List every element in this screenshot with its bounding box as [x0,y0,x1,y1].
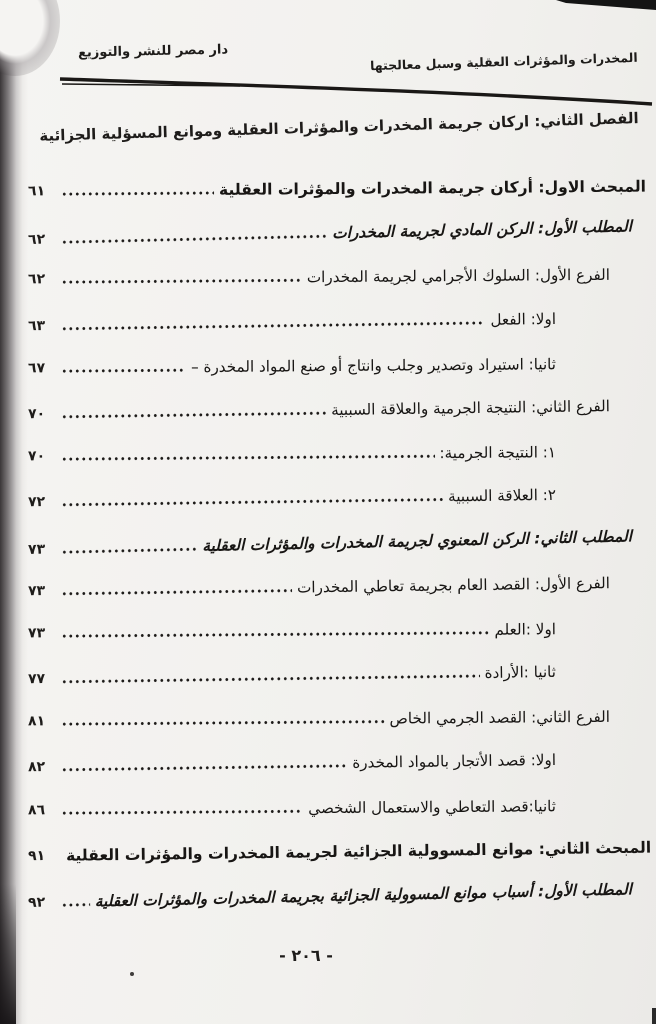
toc-entry-title: المطلب الثاني: الركن المعنوي لجريمة المخدرات والمؤثرات العقلية [202,526,633,555]
dot-leader [61,807,303,817]
dot-leader [61,232,327,246]
dot-leader [61,409,326,421]
toc-entry-row [24,430,648,479]
toc-entry-title: اولا: قصد الأتجار بالمواد المخدرة [352,751,557,773]
toc-entry-row [24,560,649,613]
toc-entry-title: ثانيا: استيراد وتصدير وجلب وانتاج أو صنع المواد المخدرة – [190,355,557,376]
dot-leader [61,452,435,463]
toc-entry-title: ثانيا:قصد التعاطي والاستعمال الشخصي [308,796,557,817]
scan-top-right-edge [556,0,656,10]
toc-page-number: ٧٢ [27,494,46,511]
toc-entry-title: الفرع الأول: السلوك الأجرامي لجريمة المخدرات [306,266,611,287]
toc-entry-title: المبحث الثاني: موانع المسوولية الجزائية لجريمة المخدرات والمؤثرات العقلية [65,838,652,865]
toc-entry-title: ٢: العلاقة السببية [447,486,557,506]
toc-entry-title: اولا :العلم [494,620,557,639]
toc-entry-title: اولا: الفعل [490,309,557,329]
dot-leader [61,545,197,556]
toc-entry-row [24,737,649,790]
toc-page-number: ٨٦ [27,802,46,819]
toc-entry-row [24,783,648,832]
toc-entry-title: المطلب الأول: الركن المادي لجريمة المخدرات [331,217,633,243]
dot-leader [61,366,186,375]
toc-page-number: ٨١ [27,713,46,730]
dot-leader [61,762,347,774]
chapter-heading: الفصل الثاني: اركان جريمة المخدرات والمؤثرات العقلية وموانع المسؤلية الجزائية [39,109,639,145]
dot-leader [61,319,486,333]
toc-entry-row [24,253,648,302]
toc-entry-title: الفرع الثاني: القصد الجرمي الخاص [389,708,611,728]
table-of-contents [24,167,652,918]
toc-page-number: ٧٣ [27,582,46,600]
toc-page-number: ٦٣ [27,317,46,334]
scan-left-top-curve [0,0,60,76]
dot-leader [61,586,292,597]
toc-page-number: ٩٢ [27,894,46,912]
toc-page-number: ٦١ [27,183,46,200]
ink-speck [130,972,134,976]
toc-entry-title: المبحث الاول: أركان جريمة المخدرات والمؤثرات العقلية [218,177,647,200]
toc-entry-title: المطلب الأول: أسباب موانع المسوولية الجزائية بجريمة المخدرات والمؤثرات العقلية [94,880,633,911]
toc-page-number: ٦٧ [27,360,46,377]
toc-entry-row [24,295,649,348]
toc-entry-row [24,384,649,437]
dot-leader [61,718,385,729]
toc-entry-title: الفرع الثاني: النتيجة الجرمية والعلاقة السببية [330,397,611,420]
dot-leader [61,496,443,509]
toc-page-number: ٨٢ [27,759,46,776]
dot-leader [61,629,490,640]
dot-leader [61,189,214,198]
book-title: المخدرات والمؤثرات العقلية وسبل معالجتها [370,49,639,74]
toc-entry-title: ١: النتيجة الجرمية: [439,443,557,463]
scan-bottom-right-edge [652,1008,656,1024]
dot-leader [61,277,302,287]
toc-entry-row [24,649,649,702]
toc-page-number: ٧٠ [27,406,46,423]
toc-entry-title: الفرع الأول: القصد العام بجريمة تعاطي المخدرات [296,573,611,597]
toc-page-number: ٩١ [27,847,46,865]
toc-entry-title: ثانيا :الأرادة [484,663,557,683]
toc-page-number: ٧٠ [27,448,46,465]
toc-page-number: ٧٧ [27,671,46,688]
toc-page-number: ٧٣ [27,625,46,642]
toc-entry-row [24,695,648,744]
toc-entry-row [24,606,648,655]
toc-page-number: ٧٣ [27,541,46,558]
toc-page-number: ٦٢ [27,231,46,249]
toc-entry-row [24,341,648,390]
publisher-name: دار مصر للنشر والتوزيع [77,42,229,61]
page-number: - ٢٠٦ - [279,946,333,965]
toc-page-number: ٦٢ [27,271,46,288]
dot-leader [61,672,480,686]
dot-leader [61,901,90,910]
